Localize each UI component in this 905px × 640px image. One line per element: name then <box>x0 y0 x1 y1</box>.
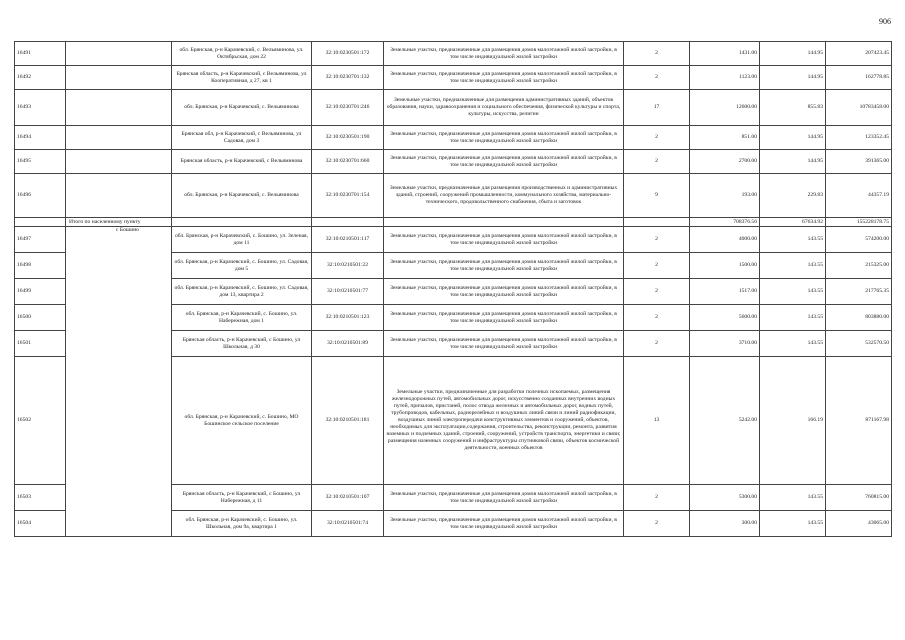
row-number: 16497 <box>15 227 66 253</box>
address-cell: Брянская область, р-н Карачевский, с Вельяминова, ул Кооперативная, д 27, кв 1 <box>172 66 312 90</box>
address-cell: обл. Брянская, р-н Карачевский, с. Бошино, ул. Набережная, дом 1 <box>172 305 312 331</box>
group-cell: 2 <box>624 126 690 150</box>
page-number: 906 <box>879 17 891 26</box>
cadastral-value-cell: 43065.00 <box>826 511 892 537</box>
row-number: 16491 <box>15 42 66 66</box>
rate-cell: 144.95 <box>760 66 826 90</box>
land-registry-table <box>14 41 892 537</box>
land-use-cell: Земельные участки, предназначенные для размещения домов малоэтажной жилой застройки, в том числе индивидуальной жилой застройки <box>384 511 624 537</box>
table-row <box>15 126 892 150</box>
row-number: 16504 <box>15 511 66 537</box>
land-use-cell: Земельные участки, предназначенные для разработки полезных ископаемых, размещения железнодорожных путей, автомобильных дорог, искусственно созданных внутренних водных путей, причалов, пристаней, полос отвода железных и автомобильных дорог, водных путей, трубопроводов, кабельных, радиорелейных и воздушных линий связи и линий радиофикации, воздушных линий электропередачи конструктивных элементов и сооружений, объектов, необходимых для эксплуатации,содержания, строительства, реконструкции, ремонта, развития наземных и подземных зданий, строений, сооружений, устройств транспорта, энергетики и связи; размещения наземных сооружений и инфраструктуры спутниковой связи, объектов космической деятельности, военных объектов <box>384 357 624 485</box>
address-cell: обл. Брянская, р-н Карачевский, с. Бошино, ул. Садовая, дом 13, квартира 2 <box>172 279 312 305</box>
cadastral-number-cell: 32:10:0210501:22 <box>312 253 384 279</box>
total-row <box>15 218 892 227</box>
area-cell: 300.00 <box>690 511 760 537</box>
address-cell: Брянская область, р-н Карачевский, с Бошино, ул Набережная, д 11 <box>172 485 312 511</box>
cadastral-value-cell: 44357.19 <box>826 174 892 218</box>
group-cell: 2 <box>624 331 690 357</box>
total-area: 708376.56 <box>690 218 760 227</box>
row-number: 16499 <box>15 279 66 305</box>
land-use-cell: Земельные участки, предназначенные для размещения домов малоэтажной жилой застройки, в том числе индивидуальной жилой застройки <box>384 126 624 150</box>
table-row <box>15 42 892 66</box>
settlement-name-cell <box>66 227 172 537</box>
area-cell: 4000.00 <box>690 227 760 253</box>
settlement-cell <box>66 90 172 126</box>
address-cell: Брянская область, р-н Карачевский, с Бошино, ул Школьная, д 30 <box>172 331 312 357</box>
cadastral-number-cell: 32:10:0210501:123 <box>312 305 384 331</box>
rate-cell: 166.19 <box>760 357 826 485</box>
table-total <box>15 218 892 227</box>
area-cell: 12600.00 <box>690 90 760 126</box>
land-use-cell: Земельные участки, предназначенные для размещения домов малоэтажной жилой застройки, в том числе индивидуальной жилой застройки <box>384 42 624 66</box>
rate-cell: 855.83 <box>760 90 826 126</box>
table-row <box>15 66 892 90</box>
rate-cell: 144.95 <box>760 42 826 66</box>
rate-cell: 143.55 <box>760 511 826 537</box>
group-cell: 2 <box>624 150 690 174</box>
cadastral-number-cell: 32:10:0210501:74 <box>312 511 384 537</box>
row-number: 16498 <box>15 253 66 279</box>
rate-cell: 143.55 <box>760 279 826 305</box>
group-cell: 13 <box>624 357 690 485</box>
settlement-cell <box>66 66 172 90</box>
land-use-cell: Земельные участки, предназначенные для размещения домов малоэтажной жилой застройки, в том числе индивидуальной жилой застройки <box>384 150 624 174</box>
group-cell: 2 <box>624 42 690 66</box>
total-value: 155228178.75 <box>826 218 892 227</box>
row-number: 16503 <box>15 485 66 511</box>
rate-cell: 143.55 <box>760 227 826 253</box>
row-number: 16502 <box>15 357 66 485</box>
cadastral-value-cell: 532570.50 <box>826 331 892 357</box>
row-number: 16500 <box>15 305 66 331</box>
area-cell: 5242.00 <box>690 357 760 485</box>
address-cell: Брянская обл, р-н Карачевский, с Вельяминова, ул Садовая, дом 3 <box>172 126 312 150</box>
settlement-cell <box>66 42 172 66</box>
cadastral-number-cell: 32:10:0230701:154 <box>312 174 384 218</box>
land-use-cell: Земельные участки, предназначенные для размещения домов малоэтажной жилой застройки, в том числе индивидуальной жилой застройки <box>384 253 624 279</box>
area-cell: 1123.00 <box>690 66 760 90</box>
group-cell: 2 <box>624 253 690 279</box>
cadastral-number-cell: 32:10:0230701:132 <box>312 66 384 90</box>
area-cell: 5300.00 <box>690 485 760 511</box>
area-cell: 1517.00 <box>690 279 760 305</box>
land-use-cell: Земельные участки, предназначенные для размещения домов малоэтажной жилой застройки, в том числе индивидуальной жилой застройки <box>384 227 624 253</box>
group-cell: 2 <box>624 66 690 90</box>
cadastral-value-cell: 760815.00 <box>826 485 892 511</box>
area-cell: 193.00 <box>690 174 760 218</box>
group-cell: 2 <box>624 305 690 331</box>
settlement-name: с Бошино <box>116 227 139 233</box>
rate-cell: 143.55 <box>760 253 826 279</box>
land-use-cell: Земельные участки, предназначенные для размещения домов малоэтажной жилой застройки, в том числе индивидуальной жилой застройки <box>384 305 624 331</box>
cadastral-value-cell: 803880.00 <box>826 305 892 331</box>
cadastral-value-cell: 162778.85 <box>826 66 892 90</box>
cadastral-value-cell: 10783458.00 <box>826 90 892 126</box>
area-cell: 2700.00 <box>690 150 760 174</box>
cadastral-value-cell: 574200.00 <box>826 227 892 253</box>
address-cell: обл. Брянская, р-н Карачевский, с. Бошино, МО Бошинское сельское поселение <box>172 357 312 485</box>
address-cell: Брянская область, р-н Карачевский, с Вельяминова <box>172 150 312 174</box>
cadastral-number-cell: 32:10:0230501:190 <box>312 126 384 150</box>
address-cell: обл. Брянская, р-н Карачевский, с. Вельяминова, ул. Октябрьская, дом 22 <box>172 42 312 66</box>
area-cell: 5600.00 <box>690 305 760 331</box>
cadastral-number-cell: 32:10:0230501:172 <box>312 42 384 66</box>
address-cell: обл. Брянская, р-н Карачевский, с. Вельяминова <box>172 90 312 126</box>
cadastral-value-cell: 123352.45 <box>826 126 892 150</box>
land-use-cell: Земельные участки, предназначенные для размещения домов малоэтажной жилой застройки, в том числе индивидуальной жилой застройки <box>384 485 624 511</box>
address-cell: обл. Брянская, р-н Карачевский, с. Бошино, ул. Зеленая, дом 11 <box>172 227 312 253</box>
group-cell: 17 <box>624 90 690 126</box>
table-body-vel <box>15 42 892 218</box>
total-label: Итого по населенному пункту <box>66 218 172 227</box>
cadastral-number-cell: 32:10:0210501:181 <box>312 357 384 485</box>
row-number: 16494 <box>15 126 66 150</box>
group-cell: 2 <box>624 227 690 253</box>
area-cell: 3710.00 <box>690 331 760 357</box>
area-cell: 851.00 <box>690 126 760 150</box>
cadastral-number-cell: 32:10:0210501:89 <box>312 331 384 357</box>
land-use-cell: Земельные участки, предназначенные для размещения административных зданий, объектов образования, науки, здравоохранения и социального обеспечения, физической культуры и спорта, культуры, искусства, религии <box>384 90 624 126</box>
rate-cell: 143.55 <box>760 305 826 331</box>
rate-cell: 229.83 <box>760 174 826 218</box>
land-use-cell: Земельные участки, предназначенные для размещения домов малоэтажной жилой застройки, в том числе индивидуальной жилой застройки <box>384 331 624 357</box>
land-use-cell: Земельные участки, предназначенные для размещения домов малоэтажной жилой застройки, в том числе индивидуальной жилой застройки <box>384 66 624 90</box>
cadastral-value-cell: 217765.35 <box>826 279 892 305</box>
address-cell: обл. Брянская, р-н Карачевский, с. Вельяминова <box>172 174 312 218</box>
settlement-cell <box>66 126 172 150</box>
address-cell: обл. Брянская, р-н Карачевский, с. Бошино, ул. Школьная, дом 9а, квартира 1 <box>172 511 312 537</box>
group-cell: 2 <box>624 279 690 305</box>
cadastral-number-cell: 32:10:0210501:107 <box>312 485 384 511</box>
table-row <box>15 227 892 253</box>
group-cell: 2 <box>624 511 690 537</box>
table-row <box>15 174 892 218</box>
total-rate: 67634.92 <box>760 218 826 227</box>
cadastral-value-cell: 215325.00 <box>826 253 892 279</box>
row-number: 16493 <box>15 90 66 126</box>
cadastral-value-cell: 391365.00 <box>826 150 892 174</box>
rate-cell: 143.55 <box>760 331 826 357</box>
cadastral-number-cell: 32:10:0230701:660 <box>312 150 384 174</box>
rate-cell: 143.55 <box>760 485 826 511</box>
table-body-bosh <box>15 227 892 537</box>
address-cell: обл. Брянская, р-н Карачевский, с. Бошино, ул. Садовая, дом 5 <box>172 253 312 279</box>
group-cell: 9 <box>624 174 690 218</box>
settlement-cell <box>66 150 172 174</box>
group-cell: 2 <box>624 485 690 511</box>
rate-cell: 144.95 <box>760 150 826 174</box>
table-row <box>15 150 892 174</box>
cadastral-value-cell: 871167.98 <box>826 357 892 485</box>
land-use-cell: Земельные участки, предназначенные для размещения домов малоэтажной жилой застройки, в том числе индивидуальной жилой застройки <box>384 279 624 305</box>
row-number: 16495 <box>15 150 66 174</box>
area-cell: 1431.00 <box>690 42 760 66</box>
row-number: 16492 <box>15 66 66 90</box>
settlement-cell <box>66 174 172 218</box>
cadastral-number-cell: 32:10:0230701:246 <box>312 90 384 126</box>
area-cell: 1500.00 <box>690 253 760 279</box>
total-empty-cell <box>15 218 66 227</box>
row-number: 16496 <box>15 174 66 218</box>
land-use-cell: Земельные участки, предназначенные для размещения производственных и административных зданий, строений, сооружений промышленности, коммунального хозяйства, материально-технического, продовольственного снабжения, сбыта и заготовок <box>384 174 624 218</box>
rate-cell: 144.95 <box>760 126 826 150</box>
cadastral-number-cell: 32:10:0210501:117 <box>312 227 384 253</box>
row-number: 16501 <box>15 331 66 357</box>
table-row <box>15 90 892 126</box>
cadastral-number-cell: 32:10:0210501:77 <box>312 279 384 305</box>
cadastral-value-cell: 207423.45 <box>826 42 892 66</box>
